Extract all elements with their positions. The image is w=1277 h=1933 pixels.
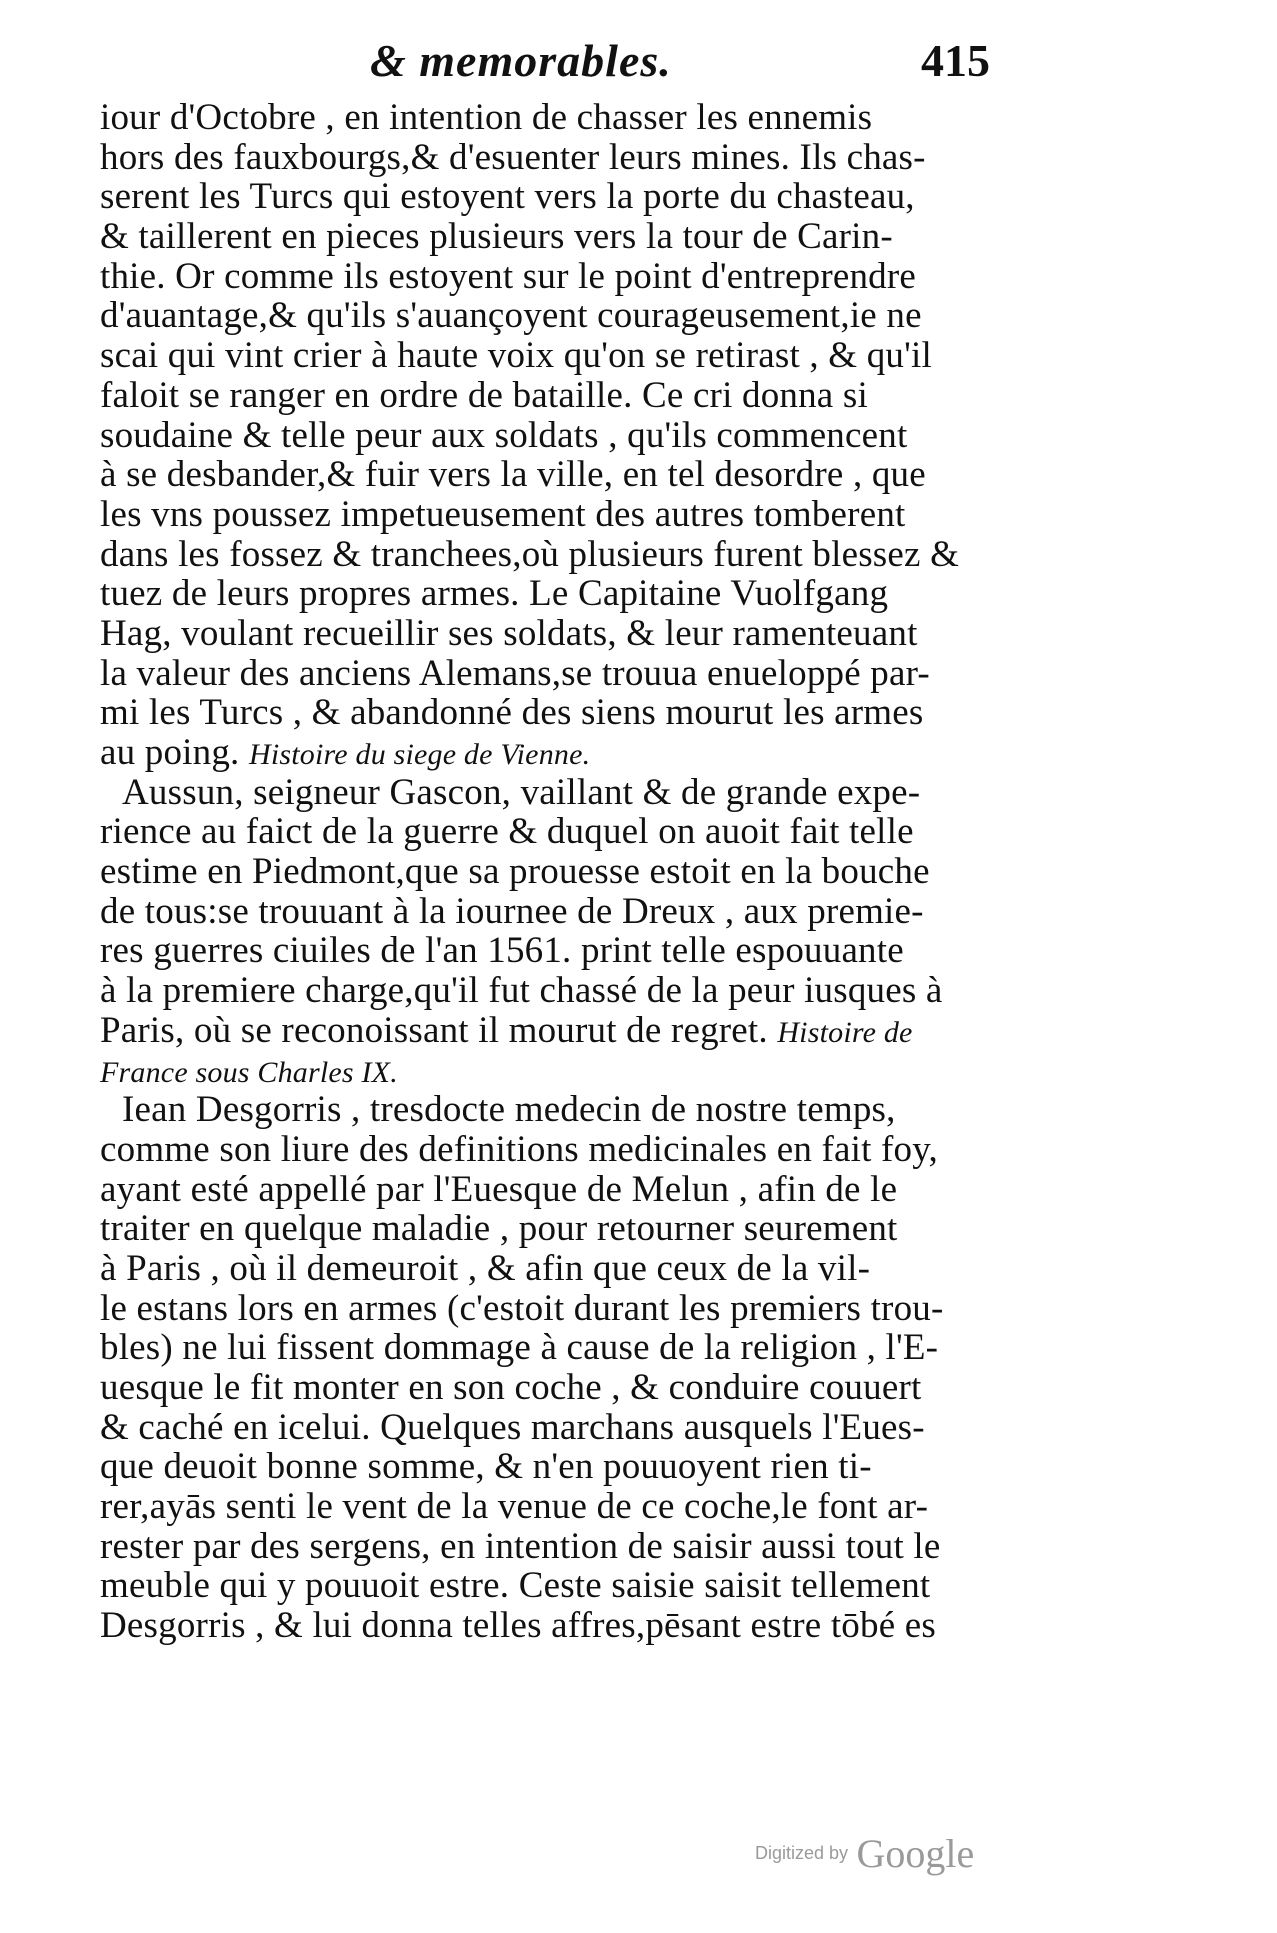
text-line <box>100 1487 995 1527</box>
text-line-content: faloit se ranger en ordre de bataille. Ce cri donna si <box>100 374 868 416</box>
text-line-content: Hag, voulant recueillir ses soldats, & leur ramenteuant <box>100 612 918 654</box>
digitized-watermark <box>755 1830 974 1877</box>
text-line-content: estime en Piedmont,que sa prouesse estoit en la bouche <box>100 851 930 893</box>
text-line-content: le estans lors en armes (c'estoit durant les premiers trou- <box>100 1287 944 1329</box>
page-number: 415 <box>921 35 990 86</box>
text-line-content: bles) ne lui fissent dommage à cause de la religion , l'E- <box>100 1327 939 1369</box>
text-line <box>100 138 995 178</box>
text-line-content: rester par des sergens, en intention de saisir aussi tout le <box>100 1525 941 1567</box>
text-line <box>100 1606 995 1646</box>
text-line <box>100 98 995 138</box>
text-line <box>100 495 995 535</box>
text-line-content: au poing. <box>100 732 240 773</box>
text-line <box>100 931 995 971</box>
text-line <box>100 1368 995 1408</box>
text-line <box>100 733 995 773</box>
text-line-content: mi les Turcs , & abandonné des siens mourut les armes <box>100 692 924 734</box>
text-line <box>100 177 995 217</box>
text-line-content: iour d'Octobre , en intention de chasser les ennemis <box>100 97 873 138</box>
text-line <box>100 892 995 932</box>
text-line <box>100 574 995 614</box>
text-line-content: à la premiere charge,qu'il fut chassé de la peur iusques à <box>100 970 943 1012</box>
source-citation: Histoire de <box>777 1015 913 1049</box>
text-line <box>100 1328 995 1368</box>
text-line-content: ayant esté appellé par l'Euesque de Melun , afin de le <box>100 1168 898 1210</box>
running-head: & memorables. <box>370 35 672 86</box>
text-line <box>100 852 995 892</box>
text-line-content: dans les fossez & tranchees,où plusieurs furent blessez & <box>100 533 960 575</box>
text-line <box>100 336 995 376</box>
text-line-content: uesque le fit monter en son coche , & conduire couuert <box>100 1367 922 1408</box>
text-line-content: comme son liure des definitions medicinales en fait foy, <box>100 1128 938 1170</box>
text-line <box>100 654 995 694</box>
text-line <box>100 614 995 654</box>
text-line-content: Desgorris , & lui donna telles affres,pēsant estre tōbé es <box>100 1605 936 1647</box>
text-line-content: à Paris , où il demeuroit , & afin que ceux de la vil- <box>100 1247 871 1289</box>
text-line-content: & caché en icelui. Quelques marchans ausquels l'Eues- <box>100 1406 925 1448</box>
digitized-label: Digitized by <box>755 1843 849 1863</box>
text-line <box>100 296 995 336</box>
text-line <box>100 1566 995 1606</box>
text-line <box>100 217 995 257</box>
text-line <box>100 693 995 733</box>
text-line-content: la valeur des anciens Alemans,se trouua enueloppé par- <box>100 652 930 694</box>
text-line-content: d'auantage,& qu'ils s'auançoyent courageusement,ie ne <box>100 295 922 337</box>
text-line <box>100 535 995 575</box>
text-line <box>100 1289 995 1329</box>
text-line <box>100 1249 995 1289</box>
text-line-content: hors des fauxbourgs,& d'esuenter leurs mines. Ils chas- <box>100 136 926 178</box>
source-citation: Histoire du siege de Vienne. <box>248 738 591 771</box>
text-line <box>100 812 995 852</box>
text-line <box>100 1130 995 1170</box>
text-line-content: thie. Or comme ils estoyent sur le point d'entreprendre <box>100 255 917 297</box>
text-line <box>100 1447 995 1487</box>
text-line-content: que deuoit bonne somme, & n'en pouuoyent rien ti- <box>100 1446 872 1488</box>
text-line <box>100 1011 995 1051</box>
text-line-content: tuez de leurs propres armes. Le Capitaine Vuolfgang <box>100 573 889 615</box>
text-line <box>100 1170 995 1210</box>
text-line-content: de tous:se trouuant à la iournee de Dreux , aux premie- <box>100 890 924 932</box>
text-line <box>100 416 995 456</box>
text-line <box>100 455 995 495</box>
text-line <box>100 1051 995 1091</box>
text-line-content: à se desbander,& fuir vers la ville, en tel desordre , que <box>100 454 926 496</box>
text-line <box>100 1209 995 1249</box>
text-line-content: scai qui vint crier à haute voix qu'on se retirast , & qu'il <box>100 335 932 377</box>
text-line-content: soudaine & telle peur aux soldats , qu'ils commencent <box>100 414 908 456</box>
body-text <box>100 98 995 1646</box>
text-line <box>100 376 995 416</box>
text-line-content: serent les Turcs qui estoyent vers la porte du chasteau, <box>100 176 915 218</box>
text-line-content: res guerres ciuiles de l'an 1561. print telle espouuante <box>100 930 904 972</box>
text-line <box>100 1408 995 1448</box>
page-header <box>330 34 1000 94</box>
source-citation: France sous Charles IX. <box>100 1055 398 1089</box>
text-line <box>100 1527 995 1567</box>
text-line-content: & taillerent en pieces plusieurs vers la tour de Carin- <box>100 216 893 258</box>
digitized-brand: Google <box>856 1831 975 1876</box>
text-line-content: meuble qui y pouuoit estre. Ceste saisie saisit tellement <box>100 1565 931 1607</box>
text-line <box>100 257 995 297</box>
text-line-content: Paris, où se reconoissant il mourut de regret. <box>100 1009 768 1051</box>
text-line <box>100 971 995 1011</box>
text-line-content: traiter en quelque maladie , pour retourner seurement <box>100 1208 898 1250</box>
text-line <box>100 1090 995 1130</box>
text-line-content: rience au faict de la guerre & duquel on auoit fait telle <box>100 811 914 853</box>
text-line-content: les vns poussez impetueusement des autres tomberent <box>100 493 906 535</box>
text-line <box>100 773 995 813</box>
text-line-content: Aussun, seigneur Gascon, vaillant & de grande expe- <box>122 771 921 813</box>
text-line-content: Iean Desgorris , tresdocte medecin de nostre temps, <box>122 1089 896 1131</box>
text-line-content: rer,ayās senti le vent de la venue de ce coche,le font ar- <box>100 1486 929 1528</box>
